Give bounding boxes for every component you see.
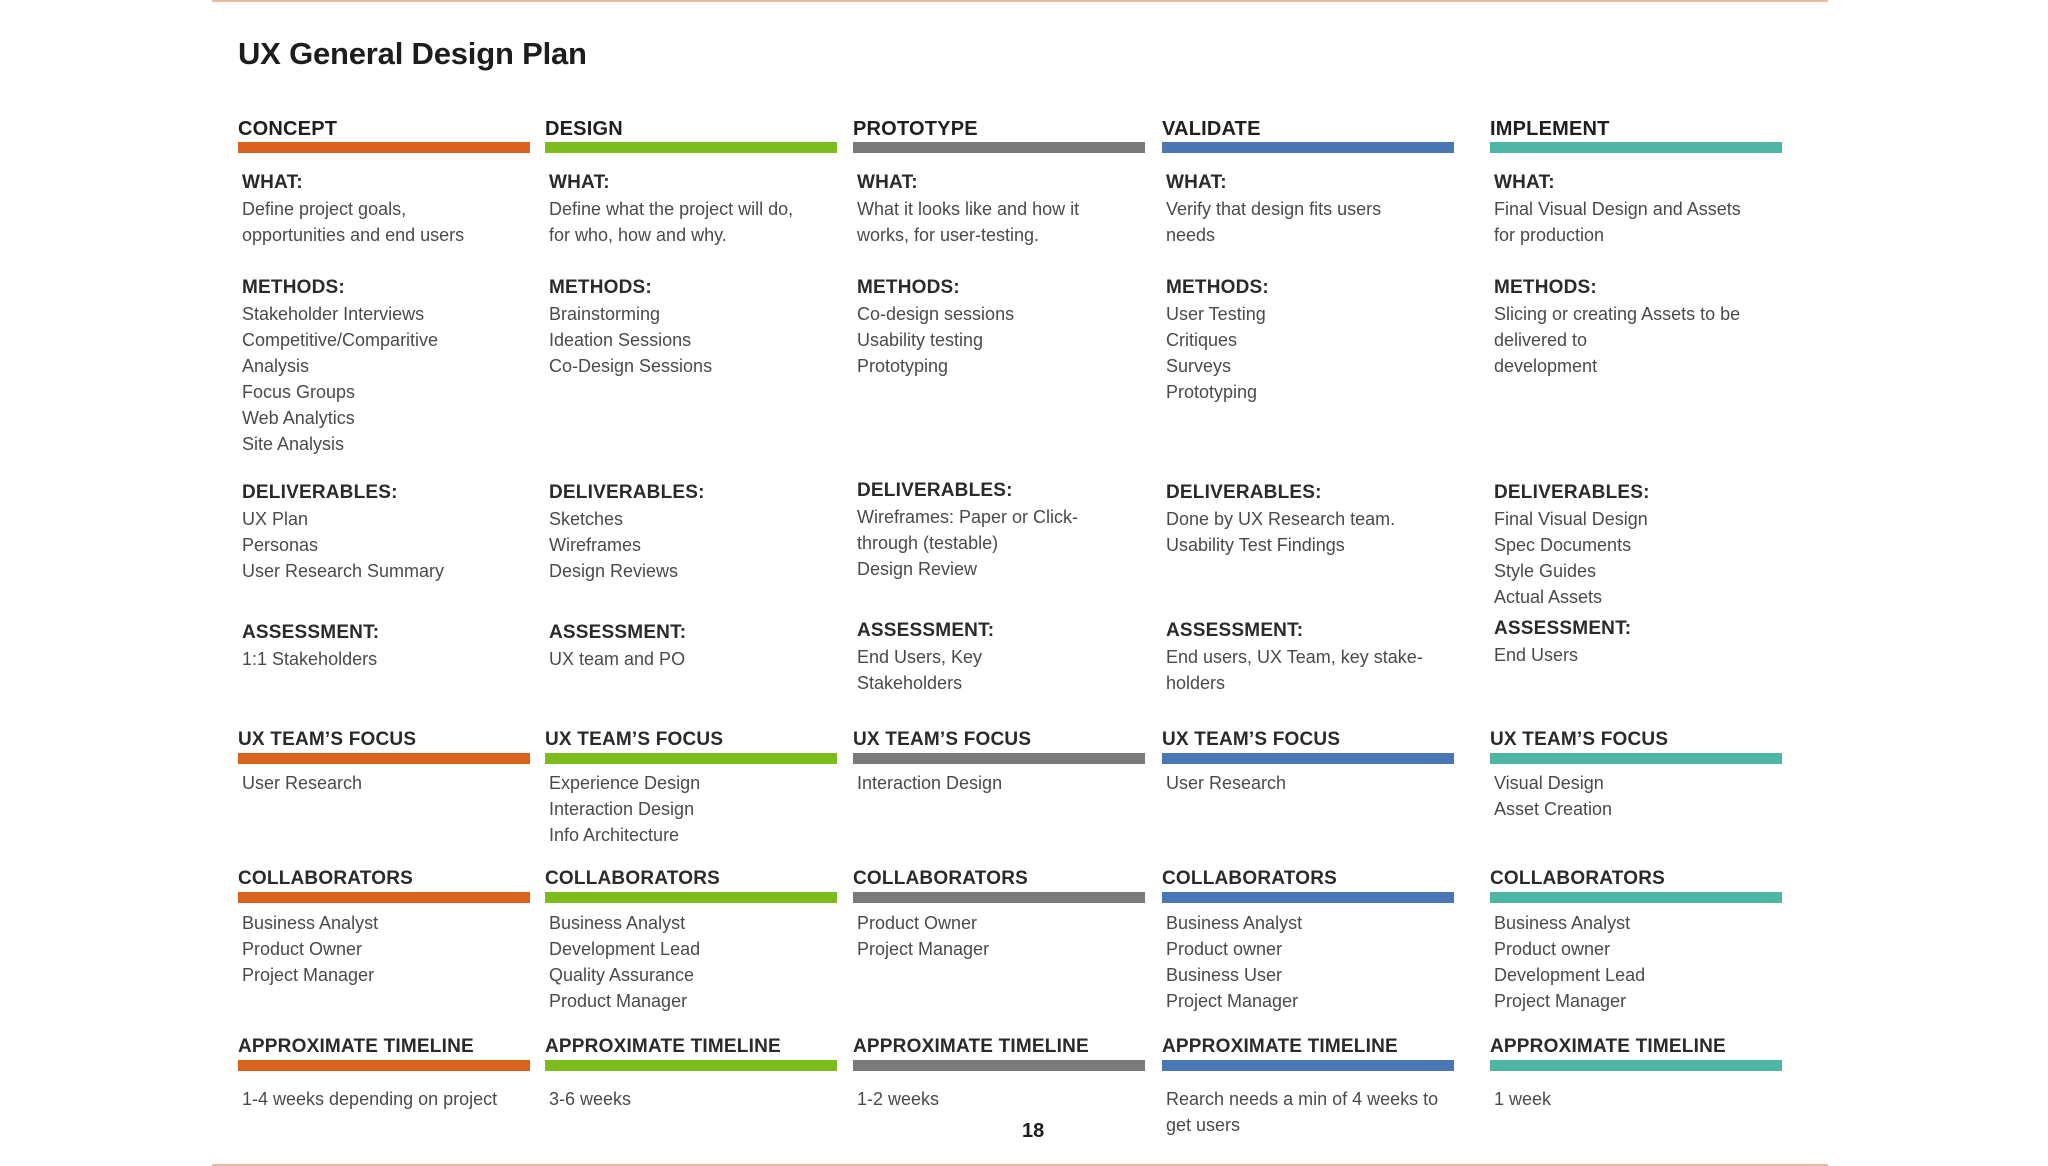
timeline-text-line: 1 week xyxy=(1494,1089,1552,1109)
collaborators-header xyxy=(238,866,530,903)
methods-section-line: Web Analytics xyxy=(242,408,355,428)
timeline-header xyxy=(545,1034,837,1071)
deliverables-section xyxy=(857,478,1147,582)
focus-list-line: Info Architecture xyxy=(549,825,680,845)
focus-list-line: Interaction Design xyxy=(549,799,695,819)
focus-header xyxy=(1162,727,1454,764)
what-section-line: opportunities and end users xyxy=(242,225,465,245)
collaborators-list-line: Business Analyst xyxy=(1494,913,1631,933)
methods-section-label: METHODS: xyxy=(1166,277,1269,298)
page-number: 18 xyxy=(1022,1120,1045,1142)
phase-header-bar xyxy=(853,142,1145,153)
collaborators-list-line: Project Manager xyxy=(242,965,375,985)
methods-section-line: Ideation Sessions xyxy=(549,330,692,350)
what-section-line: for who, how and why. xyxy=(549,225,727,245)
focus-header xyxy=(545,727,837,764)
assessment-section-line: holders xyxy=(1166,673,1226,693)
phase-header xyxy=(1162,116,1454,153)
timeline-header-label: APPROXIMATE TIMELINE xyxy=(238,1036,474,1057)
focus-list-line: Visual Design xyxy=(1494,773,1604,793)
assessment-section-line: End Users xyxy=(1494,645,1579,665)
timeline-text xyxy=(242,1086,532,1112)
timeline-header-label: APPROXIMATE TIMELINE xyxy=(545,1036,781,1057)
deliverables-section-line: Final Visual Design xyxy=(1494,509,1648,529)
timeline-header-bar xyxy=(853,1060,1145,1071)
what-section-label: WHAT: xyxy=(1494,172,1555,193)
focus-list-line: Interaction Design xyxy=(857,773,1003,793)
assessment-section-line: UX team and PO xyxy=(549,649,686,669)
deliverables-section-line: Usability Test Findings xyxy=(1166,535,1345,555)
methods-section xyxy=(1166,275,1456,405)
phase-header-label: DESIGN xyxy=(545,118,623,140)
collaborators-header-label: COLLABORATORS xyxy=(853,868,1029,889)
deliverables-section-line: Design Review xyxy=(857,559,978,579)
phase-header-bar xyxy=(545,142,837,153)
phase-header xyxy=(853,116,1145,153)
focus-header xyxy=(853,727,1145,764)
collaborators-list-line: Product Owner xyxy=(242,939,363,959)
deliverables-section-label: DELIVERABLES: xyxy=(857,480,1013,501)
timeline-text-line: 1-4 weeks depending on project xyxy=(242,1089,498,1109)
collaborators-header xyxy=(1162,866,1454,903)
what-section xyxy=(549,170,839,248)
timeline-text xyxy=(1494,1086,1784,1112)
assessment-section xyxy=(549,620,839,672)
collaborators-list-line: Business Analyst xyxy=(242,913,379,933)
what-section-label: WHAT: xyxy=(1166,172,1227,193)
timeline-header-bar xyxy=(1162,1060,1454,1071)
focus-header-bar xyxy=(1490,753,1782,764)
collaborators-list-line: Project Manager xyxy=(1494,991,1627,1011)
timeline-header-label: APPROXIMATE TIMELINE xyxy=(1162,1036,1398,1057)
focus-header xyxy=(1490,727,1782,764)
methods-section-label: METHODS: xyxy=(549,277,652,298)
phase-header xyxy=(545,116,837,153)
focus-header-label: UX TEAM’S FOCUS xyxy=(1162,729,1341,750)
collaborators-list xyxy=(549,910,839,1014)
what-section-line: needs xyxy=(1166,225,1216,245)
collaborators-header-label: COLLABORATORS xyxy=(1162,868,1338,889)
methods-section-line: delivered to xyxy=(1494,330,1588,350)
collaborators-header-label: COLLABORATORS xyxy=(545,868,721,889)
deliverables-section-label: DELIVERABLES: xyxy=(1166,482,1322,503)
timeline-header xyxy=(1162,1034,1454,1071)
deliverables-section-line: Done by UX Research team. xyxy=(1166,509,1396,529)
collaborators-header xyxy=(1490,866,1782,903)
phase-header-label: IMPLEMENT xyxy=(1490,118,1610,140)
timeline-header-bar xyxy=(545,1060,837,1071)
what-section-line: Verify that design fits users xyxy=(1166,199,1382,219)
page-title: UX General Design Plan xyxy=(238,36,587,71)
what-section-line: Define project goals, xyxy=(242,199,407,219)
focus-list-line: Asset Creation xyxy=(1494,799,1613,819)
timeline-text xyxy=(857,1086,1147,1112)
deliverables-section-line: UX Plan xyxy=(242,509,309,529)
assessment-section-line: End Users, Key xyxy=(857,647,983,667)
deliverables-section xyxy=(549,480,839,584)
what-section xyxy=(1166,170,1456,248)
methods-section xyxy=(549,275,839,379)
timeline-text-line: 3-6 weeks xyxy=(549,1089,632,1109)
methods-section-line: Surveys xyxy=(1166,356,1232,376)
methods-section-line: Critiques xyxy=(1166,330,1238,350)
timeline-header-label: APPROXIMATE TIMELINE xyxy=(853,1036,1089,1057)
deliverables-section xyxy=(242,480,532,584)
collaborators-list-line: Project Manager xyxy=(857,939,990,959)
timeline-text-line: Rearch needs a min of 4 weeks to xyxy=(1166,1089,1439,1109)
assessment-section-label: ASSESSMENT: xyxy=(242,622,380,643)
assessment-section xyxy=(1166,618,1456,696)
assessment-section-label: ASSESSMENT: xyxy=(1166,620,1304,641)
deliverables-section-label: DELIVERABLES: xyxy=(242,482,398,503)
deliverables-section-label: DELIVERABLES: xyxy=(549,482,705,503)
phase-header xyxy=(1490,116,1782,153)
focus-header-label: UX TEAM’S FOCUS xyxy=(1490,729,1669,750)
deliverables-section-line: Wireframes xyxy=(549,535,642,555)
deliverables-section-label: DELIVERABLES: xyxy=(1494,482,1650,503)
assessment-section-label: ASSESSMENT: xyxy=(549,622,687,643)
phase-header-bar xyxy=(1162,142,1454,153)
collaborators-list xyxy=(1494,910,1784,1014)
focus-header-bar xyxy=(853,753,1145,764)
what-section-label: WHAT: xyxy=(242,172,303,193)
what-section xyxy=(1494,170,1784,248)
focus-header-label: UX TEAM’S FOCUS xyxy=(853,729,1032,750)
collaborators-header-label: COLLABORATORS xyxy=(1490,868,1666,889)
timeline-header xyxy=(853,1034,1145,1071)
methods-section xyxy=(242,275,532,457)
methods-section-line: Stakeholder Interviews xyxy=(242,304,425,324)
focus-header-bar xyxy=(545,753,837,764)
collaborators-list-line: Project Manager xyxy=(1166,991,1299,1011)
collaborators-header-bar xyxy=(1490,892,1782,903)
collaborators-header-bar xyxy=(545,892,837,903)
focus-header-label: UX TEAM’S FOCUS xyxy=(238,729,417,750)
phase-header-bar xyxy=(1490,142,1782,153)
phase-header xyxy=(238,116,530,153)
top-rule xyxy=(212,0,1828,2)
phase-header-bar xyxy=(238,142,530,153)
methods-section-label: METHODS: xyxy=(242,277,345,298)
deliverables-section xyxy=(1494,480,1784,610)
assessment-section-label: ASSESSMENT: xyxy=(857,620,995,641)
assessment-section-line: 1:1 Stakeholders xyxy=(242,649,378,669)
collaborators-header xyxy=(545,866,837,903)
timeline-header xyxy=(1490,1034,1782,1071)
focus-header xyxy=(238,727,530,764)
phase-header-label: CONCEPT xyxy=(238,118,338,140)
focus-header-bar xyxy=(1162,753,1454,764)
methods-section-line: Competitive/Comparitive xyxy=(242,330,439,350)
focus-list xyxy=(1166,770,1456,796)
deliverables-section-line: Sketches xyxy=(549,509,624,529)
assessment-section-line: Stakeholders xyxy=(857,673,963,693)
timeline-header-bar xyxy=(1490,1060,1782,1071)
deliverables-section-line: through (testable) xyxy=(857,533,999,553)
deliverables-section-line: Personas xyxy=(242,535,319,555)
focus-header-bar xyxy=(238,753,530,764)
focus-list-line: User Research xyxy=(1166,773,1287,793)
deliverables-section-line: Design Reviews xyxy=(549,561,679,581)
deliverables-section-line: Wireframes: Paper or Click- xyxy=(857,507,1079,527)
deliverables-section-line: Actual Assets xyxy=(1494,587,1603,607)
assessment-section xyxy=(857,618,1147,696)
collaborators-list-line: Business Analyst xyxy=(549,913,686,933)
methods-section-line: Site Analysis xyxy=(242,434,345,454)
methods-section-line: development xyxy=(1494,356,1598,376)
phase-header-label: VALIDATE xyxy=(1162,118,1261,140)
focus-list xyxy=(549,770,839,848)
timeline-text xyxy=(549,1086,839,1112)
focus-list-line: Experience Design xyxy=(549,773,701,793)
phase-header-label: PROTOTYPE xyxy=(853,118,978,140)
focus-list xyxy=(857,770,1147,796)
collaborators-header xyxy=(853,866,1145,903)
collaborators-list-line: Development Lead xyxy=(549,939,701,959)
deliverables-section-line: User Research Summary xyxy=(242,561,445,581)
collaborators-list-line: Business Analyst xyxy=(1166,913,1303,933)
methods-section-label: METHODS: xyxy=(1494,277,1597,298)
assessment-section-line: End users, UX Team, key stake- xyxy=(1166,647,1423,667)
focus-list-line: User Research xyxy=(242,773,363,793)
what-section-label: WHAT: xyxy=(857,172,918,193)
collaborators-list-line: Product Owner xyxy=(857,913,978,933)
assessment-section xyxy=(1494,616,1784,668)
methods-section-line: Brainstorming xyxy=(549,304,661,324)
timeline-header-bar xyxy=(238,1060,530,1071)
collaborators-list xyxy=(857,910,1147,962)
methods-section-line: Prototyping xyxy=(1166,382,1258,402)
assessment-section-label: ASSESSMENT: xyxy=(1494,618,1632,639)
collaborators-list-line: Product owner xyxy=(1494,939,1611,959)
assessment-section xyxy=(242,620,532,672)
timeline-text-line: 1-2 weeks xyxy=(857,1089,940,1109)
methods-section-line: Usability testing xyxy=(857,330,984,350)
collaborators-header-bar xyxy=(853,892,1145,903)
what-section-label: WHAT: xyxy=(549,172,610,193)
collaborators-list xyxy=(1166,910,1456,1014)
timeline-header-label: APPROXIMATE TIMELINE xyxy=(1490,1036,1726,1057)
methods-section-line: Co-Design Sessions xyxy=(549,356,713,376)
collaborators-list xyxy=(242,910,532,988)
what-section xyxy=(242,170,532,248)
collaborators-list-line: Quality Assurance xyxy=(549,965,695,985)
methods-section-line: User Testing xyxy=(1166,304,1266,324)
methods-section-line: Focus Groups xyxy=(242,382,356,402)
methods-section-line: Analysis xyxy=(242,356,310,376)
collaborators-list-line: Development Lead xyxy=(1494,965,1646,985)
collaborators-header-label: COLLABORATORS xyxy=(238,868,414,889)
timeline-header xyxy=(238,1034,530,1071)
collaborators-list-line: Product owner xyxy=(1166,939,1283,959)
timeline-text-line: get users xyxy=(1166,1115,1241,1135)
methods-section xyxy=(857,275,1147,379)
methods-section-line: Slicing or creating Assets to be xyxy=(1494,304,1741,324)
what-section-line: for production xyxy=(1494,225,1605,245)
what-section-line: Final Visual Design and Assets xyxy=(1494,199,1741,219)
what-section xyxy=(857,170,1147,248)
deliverables-section-line: Spec Documents xyxy=(1494,535,1632,555)
focus-list xyxy=(1494,770,1784,822)
timeline-text xyxy=(1166,1086,1456,1138)
collaborators-list-line: Business User xyxy=(1166,965,1283,985)
what-section-line: works, for user-testing. xyxy=(857,225,1040,245)
methods-section-label: METHODS: xyxy=(857,277,960,298)
focus-header-label: UX TEAM’S FOCUS xyxy=(545,729,724,750)
methods-section-line: Prototyping xyxy=(857,356,949,376)
what-section-line: Define what the project will do, xyxy=(549,199,794,219)
methods-section-line: Co-design sessions xyxy=(857,304,1015,324)
deliverables-section xyxy=(1166,480,1456,558)
deliverables-section-line: Style Guides xyxy=(1494,561,1597,581)
what-section-line: What it looks like and how it xyxy=(857,199,1080,219)
collaborators-header-bar xyxy=(238,892,530,903)
methods-section xyxy=(1494,275,1784,379)
collaborators-header-bar xyxy=(1162,892,1454,903)
focus-list xyxy=(242,770,532,796)
collaborators-list-line: Product Manager xyxy=(549,991,688,1011)
